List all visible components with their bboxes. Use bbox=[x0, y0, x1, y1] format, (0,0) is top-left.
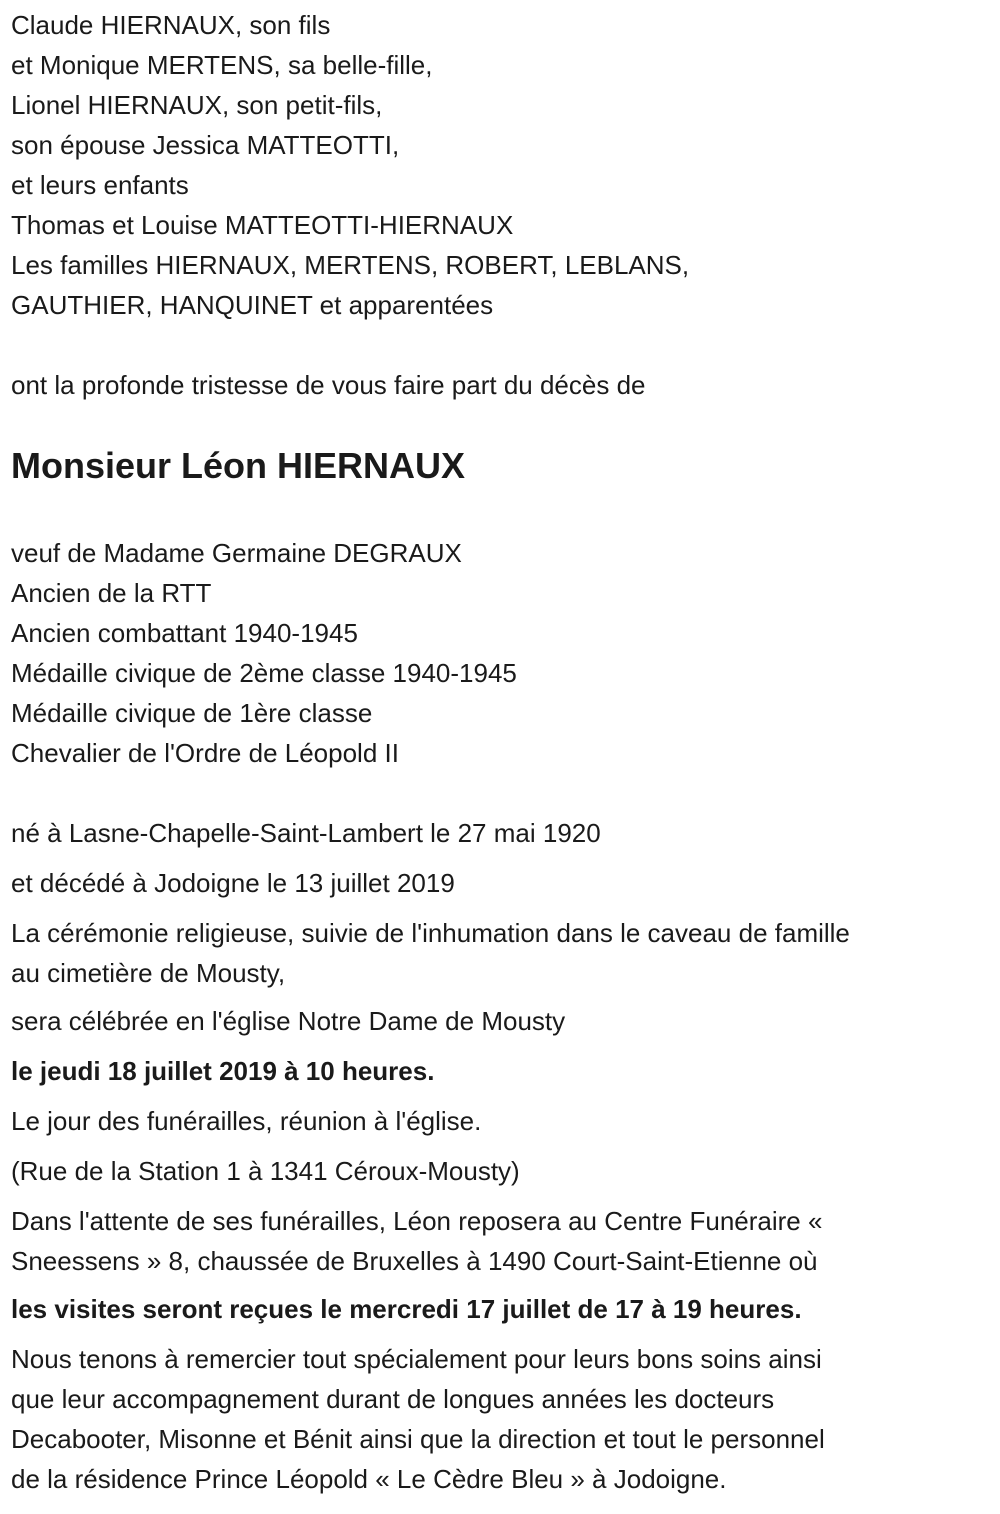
family-line: Claude HIERNAUX, son fils bbox=[11, 10, 331, 40]
church: sera célébrée en l'église Notre Dame de Mousty bbox=[11, 1006, 566, 1036]
thanks-line: Decabooter, Misonne et Bénit ainsi que la direction et tout le personnel bbox=[11, 1424, 825, 1454]
family-line: Thomas et Louise MATTEOTTI-HIERNAUX bbox=[11, 210, 514, 240]
thanks-line: Nous tenons à remercier tout spécialement pour leurs bons soins ainsi bbox=[11, 1344, 822, 1374]
family-line: GAUTHIER, HANQUINET et apparentées bbox=[11, 290, 494, 320]
title-line: Chevalier de l'Ordre de Léopold II bbox=[11, 738, 399, 768]
death-info: et décédé à Jodoigne le 13 juillet 2019 bbox=[11, 868, 455, 898]
family-line: et leurs enfants bbox=[11, 170, 189, 200]
family-line: son épouse Jessica MATTEOTTI, bbox=[11, 130, 400, 160]
ceremony-date: le jeudi 18 juillet 2019 à 10 heures. bbox=[11, 1056, 435, 1086]
title-line: veuf de Madame Germaine DEGRAUX bbox=[11, 538, 462, 568]
family-line: Lionel HIERNAUX, son petit-fils, bbox=[11, 90, 383, 120]
birth-info: né à Lasne-Chapelle-Saint-Lambert le 27 mai 1920 bbox=[11, 818, 601, 848]
rest-line: Sneessens » 8, chaussée de Bruxelles à 1490 Court-Saint-Etienne où bbox=[11, 1246, 818, 1276]
family-line: Les familles HIERNAUX, MERTENS, ROBERT, LEBLANS, bbox=[11, 250, 690, 280]
ceremony-line: au cimetière de Mousty, bbox=[11, 958, 286, 988]
title-line: Médaille civique de 2ème classe 1940-1945 bbox=[11, 658, 517, 688]
ceremony-line: La cérémonie religieuse, suivie de l'inhumation dans le caveau de famille bbox=[11, 918, 850, 948]
church-address: (Rue de la Station 1 à 1341 Céroux-Mousty) bbox=[11, 1156, 520, 1186]
thanks-line: de la résidence Prince Léopold « Le Cèdre Bleu » à Jodoigne. bbox=[11, 1464, 727, 1494]
family-line: et Monique MERTENS, sa belle-fille, bbox=[11, 50, 433, 80]
thanks-line: que leur accompagnement durant de longues années les docteurs bbox=[11, 1384, 775, 1414]
visits-info: les visites seront reçues le mercredi 17 juillet de 17 à 19 heures. bbox=[11, 1294, 802, 1324]
rest-line: Dans l'attente de ses funérailles, Léon reposera au Centre Funéraire « bbox=[11, 1206, 823, 1236]
title-line: Médaille civique de 1ère classe bbox=[11, 698, 373, 728]
title-line: Ancien de la RTT bbox=[11, 578, 212, 608]
title-line: Ancien combattant 1940-1945 bbox=[11, 618, 358, 648]
deceased-name: Monsieur Léon HIERNAUX bbox=[11, 445, 466, 486]
meeting-info: Le jour des funérailles, réunion à l'église. bbox=[11, 1106, 482, 1136]
announcement: ont la profonde tristesse de vous faire part du décès de bbox=[11, 370, 646, 400]
